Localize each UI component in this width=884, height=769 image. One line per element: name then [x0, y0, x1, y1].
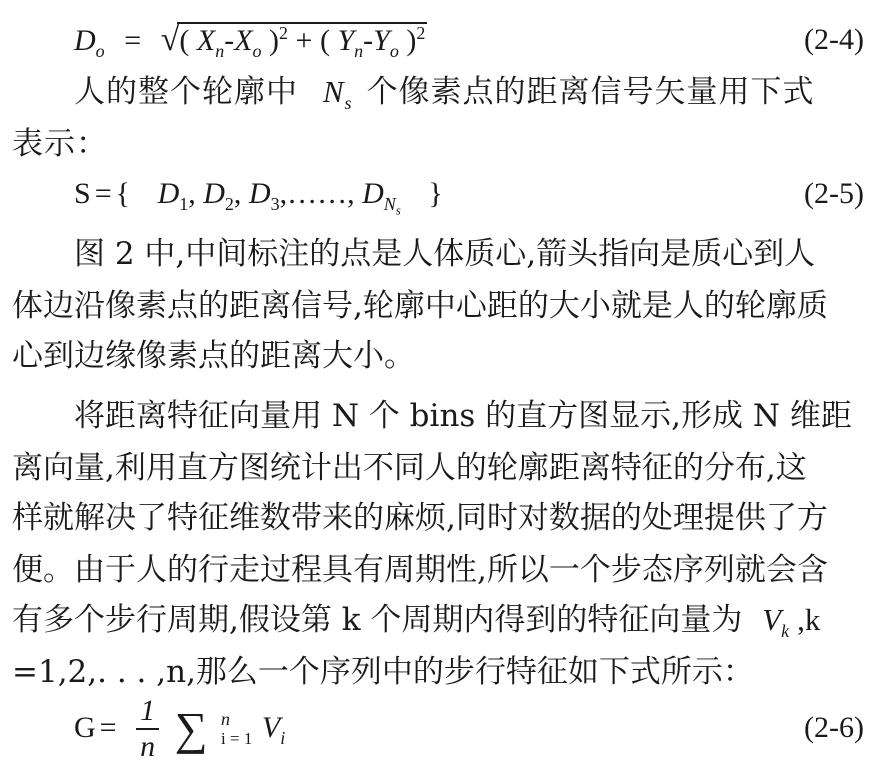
equation-number-2-6: (2-6)	[804, 711, 864, 744]
equation-2-6: G = $\frac{1}{n}$ ∑ n i = 1 $V_i$	[74, 694, 286, 763]
equation-number-2-4: (2-4)	[804, 23, 864, 56]
para1-line1: 人的整个轮廓中 $N_s$ 个像素点的距离信号矢量用下式	[74, 74, 815, 114]
equation-number-2-5: (2-5)	[804, 177, 864, 210]
equation-2-4: $D_o$ = √( $X_n-X_o$ )$^2$ + ( $Y_n-Y_o$ )$^2$	[74, 21, 426, 61]
equation-2-5: S = { $D_1$, $D_2$, $D_3,\dots\dots$, $D_{N_s}$ }	[74, 177, 443, 218]
para3-line6: =1,2,. . . ,n,那么一个序列中的步行特征如下式所示：	[12, 654, 754, 690]
para3-line5: 有多个步行周期,假设第 k 个周期内得到的特征向量为 $V_k$ ,k	[12, 602, 821, 642]
fraction: $\frac{1}{n}$	[136, 694, 159, 764]
para2-line2: 体边沿像素点的距离信号,轮廓中心距的大小就是人的轮廓质	[12, 288, 828, 324]
para3-line2: 离向量,利用直方图统计出不同人的轮廓距离特征的分布,这	[12, 450, 807, 486]
para2-line1: 图 2 中,中间标注的点是人体质心,箭头指向是质心到人	[74, 236, 816, 272]
para3-line4: 便。由于人的行走过程具有周期性,所以一个步态序列就会含	[12, 552, 828, 588]
para3-line1: 将距离特征向量用 N 个 bins 的直方图显示,形成 N 维距	[74, 398, 852, 434]
para2-line3: 心到边缘像素点的距离大小。	[12, 338, 415, 374]
para1-line2: 表示：	[12, 126, 108, 162]
para3-line3: 样就解决了特征维数带来的麻烦,同时对数据的处理提供了方	[12, 500, 828, 536]
